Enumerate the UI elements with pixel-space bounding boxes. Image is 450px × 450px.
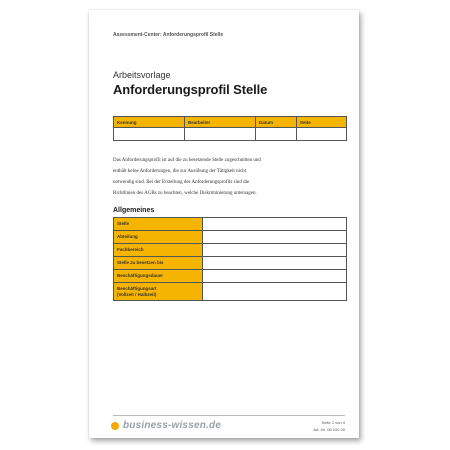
row-label-stelle: Stelle [114,218,203,231]
document-subtitle: Arbeitsvorlage [113,70,171,80]
table-row [114,244,347,257]
table-row [114,270,347,283]
row-value-stelle-zu-besetzen-bis[interactable] [203,257,347,270]
meta-header-datum: Datum [256,117,297,128]
table-row [114,283,347,301]
paragraph-line: enthält keine Anforderungen, die zur Ausübung der Tätigkeit nicht [113,169,247,174]
meta-bearbeiter-cell[interactable] [185,128,256,141]
running-header: Assessment-Center: Anforderungsprofil Stelle [113,32,224,38]
logo-dot-icon [111,422,119,430]
row-label-stelle-zu-besetzen-bis: Stelle zu besetzen bis [114,257,203,270]
row-label-line: (Vollzeit / Halbzeit) [117,291,157,297]
document-page [89,10,359,438]
row-label-beschaeftigungsart [114,283,203,301]
brand-logo [111,420,221,431]
meta-header-row [114,117,347,128]
page-number: Seite 1 von 4 [321,420,345,425]
paragraph-line: Das Anforderungsprofil ist auf die zu besetzende Stelle zugeschnitten und [113,158,261,163]
table-row [114,257,347,270]
footer-divider [113,415,345,416]
meta-header-kennung: Kennung [114,117,185,128]
row-value-beschaeftigungsdauer[interactable] [203,270,347,283]
paragraph-line: notwendig sind. Bei der Erstellung des Anforderungsprofils sind die [113,180,250,185]
meta-seite-cell[interactable] [297,128,347,141]
meta-table [113,116,347,141]
row-label-fachbereich: Fachbereich [114,244,203,257]
section-heading-allgemeines: Allgemeines [113,207,155,214]
row-label-line: Beschäftigungsart [117,285,157,291]
row-label-beschaeftigungsdauer: Beschäftigungsdauer [114,270,203,283]
meta-value-row [114,128,347,141]
document-title: Anforderungsprofil Stelle [113,82,268,97]
table-row [114,231,347,244]
general-table [113,217,347,301]
footer-meta [313,419,345,433]
row-value-beschaeftigungsart[interactable] [203,283,347,301]
row-value-stelle[interactable] [203,218,347,231]
row-value-fachbereich[interactable] [203,244,347,257]
intro-paragraph [113,155,347,199]
meta-kennung-cell[interactable] [114,128,185,141]
meta-header-bearbeiter: Bearbeiter [185,117,256,128]
logo-text: business-wissen.de [123,420,222,431]
meta-header-seite: Seite [297,117,347,128]
table-row [114,218,347,231]
paragraph-line: Richtlinien des AGBs zu beachten, welche Diskriminierung untersagen. [113,191,257,196]
row-value-abteilung[interactable] [203,231,347,244]
row-label-abteilung: Abteilung [114,231,203,244]
meta-datum-cell[interactable] [256,128,297,141]
article-number: Art.-Nr. 06.100.30 [313,427,345,432]
